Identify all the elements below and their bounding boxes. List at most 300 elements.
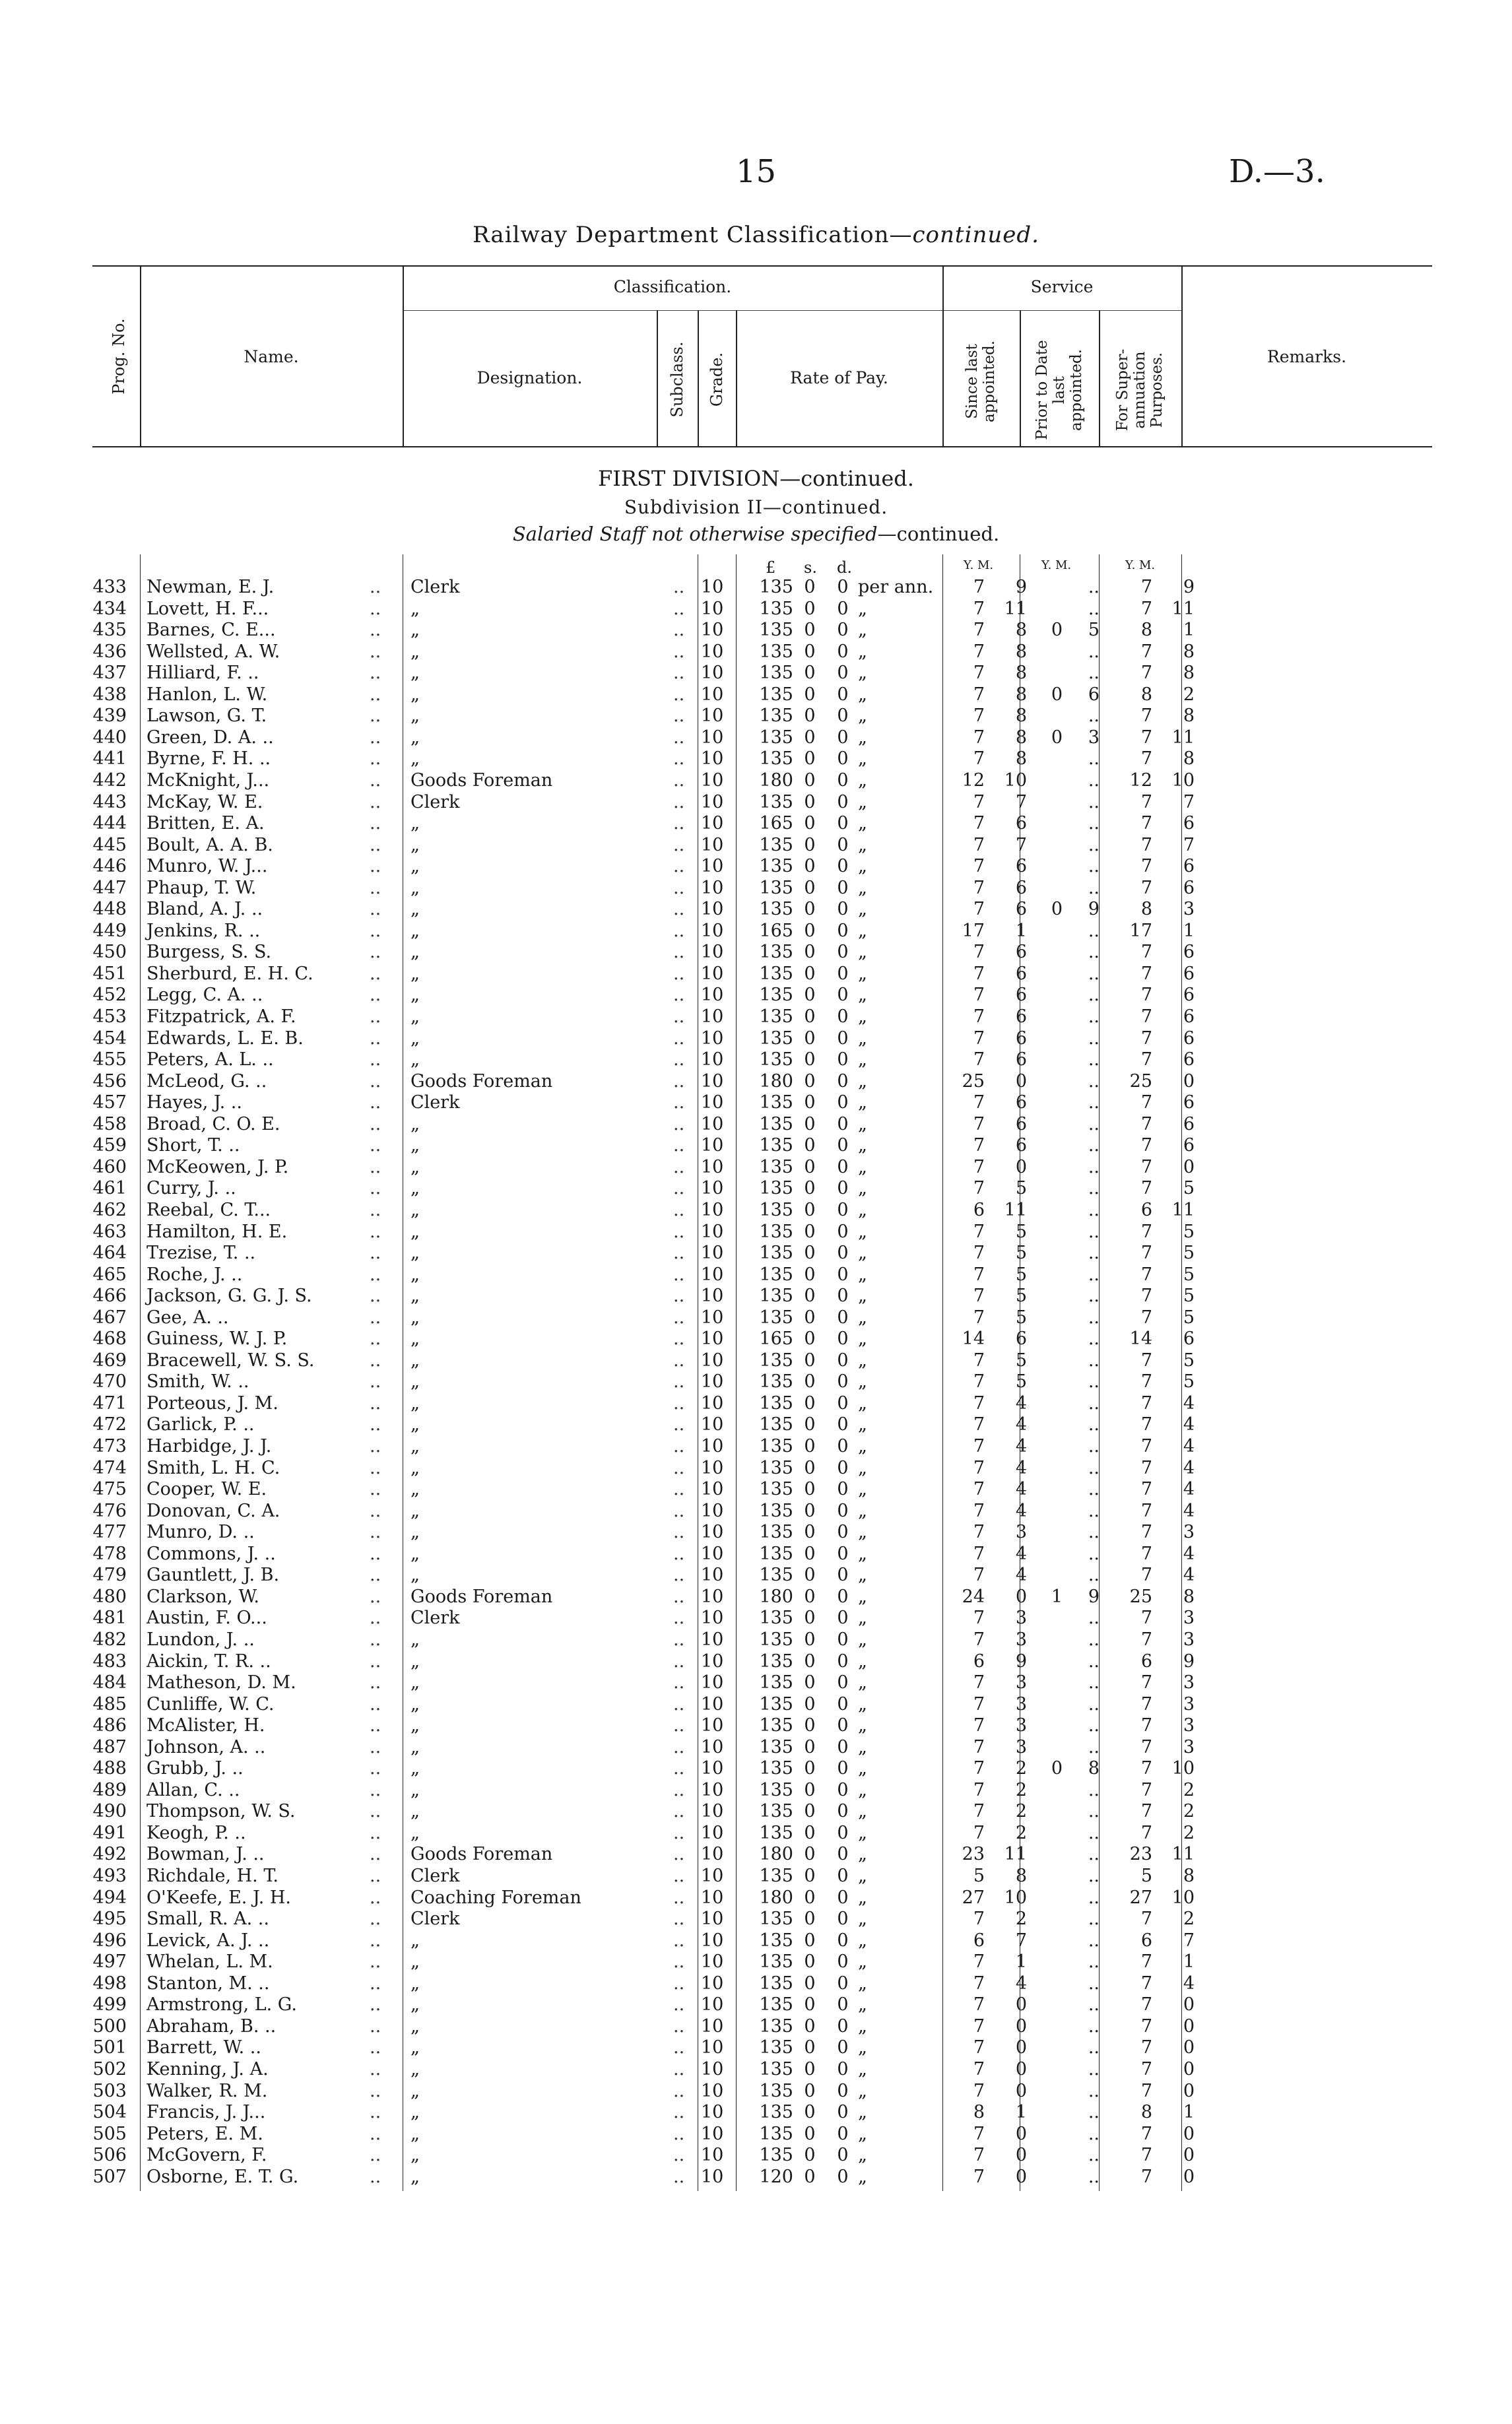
cell-sy: 7 bbox=[973, 1286, 985, 1307]
leader-dots: .. bbox=[370, 2166, 381, 2187]
cell-pm: .. bbox=[1088, 2145, 1100, 2166]
cell-desig: „ bbox=[411, 748, 420, 770]
cell-desig: Goods Foreman bbox=[411, 770, 553, 791]
cell-name: Edwards, L. E. B. bbox=[147, 1028, 304, 1049]
cell-sm: 8 bbox=[1015, 705, 1027, 727]
cell-fm: 7 bbox=[1183, 791, 1195, 812]
cell-pm: .. bbox=[1088, 1264, 1100, 1285]
cell-desig: „ bbox=[411, 1006, 420, 1027]
cell-fm: 6 bbox=[1183, 1328, 1195, 1350]
cell-desig: „ bbox=[411, 1156, 420, 1177]
cell-pay: 135 bbox=[759, 2102, 793, 2123]
table-row bbox=[0, 941, 1512, 963]
cell-s: 0 bbox=[804, 877, 816, 898]
cell-name: Barrett, W. .. bbox=[147, 2037, 261, 2058]
cell-grade: 10 bbox=[701, 856, 724, 877]
cell-fy: 7 bbox=[1140, 1801, 1152, 1822]
cell-sy: 7 bbox=[973, 1457, 985, 1478]
leader-dots: .. bbox=[673, 1178, 685, 1199]
cell-pay: 135 bbox=[759, 1973, 793, 1994]
cell-sy: 7 bbox=[973, 598, 985, 619]
table-row bbox=[0, 1070, 1512, 1092]
cell-per: „ bbox=[858, 1930, 867, 1951]
cell-name: Lundon, J. .. bbox=[147, 1629, 255, 1650]
cell-pm: .. bbox=[1088, 856, 1100, 877]
cell-fy: 7 bbox=[1140, 1092, 1152, 1113]
cell-name: Smith, W. .. bbox=[147, 1371, 249, 1392]
leader-dots: .. bbox=[370, 2037, 381, 2058]
cell-desig: „ bbox=[411, 2037, 420, 2058]
cell-fm: 9 bbox=[1183, 577, 1195, 597]
cell-s: 0 bbox=[804, 770, 816, 791]
cell-no: 497 bbox=[92, 1951, 127, 1973]
cell-desig: „ bbox=[411, 727, 420, 748]
table-row bbox=[0, 1092, 1512, 1113]
cell-per: „ bbox=[858, 1092, 867, 1113]
cell-desig: „ bbox=[411, 1779, 420, 1800]
cell-s: 0 bbox=[804, 813, 816, 834]
leader-dots: .. bbox=[673, 2037, 685, 2058]
cell-grade: 10 bbox=[701, 1049, 724, 1070]
cell-sm: 4 bbox=[1015, 1479, 1027, 1500]
leader-dots: .. bbox=[370, 1994, 381, 2015]
cell-desig: „ bbox=[411, 1350, 420, 1371]
cell-name: Gauntlett, J. B. bbox=[147, 1565, 280, 1586]
cell-fy: 8 bbox=[1140, 899, 1152, 920]
cell-per: „ bbox=[858, 2058, 867, 2080]
cell-per: „ bbox=[858, 748, 867, 770]
cell-grade: 10 bbox=[701, 1672, 724, 1693]
cell-per: „ bbox=[858, 1392, 867, 1414]
cell-name: Munro, W. J... bbox=[147, 856, 268, 877]
cell-grade: 10 bbox=[701, 1392, 724, 1414]
leader-dots: .. bbox=[673, 2080, 685, 2101]
cell-grade: 10 bbox=[701, 985, 724, 1006]
cell-name: Legg, C. A. .. bbox=[147, 985, 263, 1006]
cell-s: 0 bbox=[804, 1221, 816, 1242]
cell-fm: 11 bbox=[1171, 598, 1195, 619]
cell-d: 0 bbox=[837, 2102, 849, 2123]
cell-no: 478 bbox=[92, 1543, 127, 1564]
cell-s: 0 bbox=[804, 1156, 816, 1177]
cell-sy: 7 bbox=[973, 1629, 985, 1650]
cell-fy: 8 bbox=[1140, 620, 1152, 641]
cell-sm: 0 bbox=[1015, 2080, 1027, 2101]
leader-dots: .. bbox=[370, 1822, 381, 1843]
leader-dots: .. bbox=[673, 963, 685, 984]
cell-pm: .. bbox=[1088, 2166, 1100, 2187]
cell-pay: 135 bbox=[759, 1243, 793, 1264]
cell-sm: 4 bbox=[1015, 1973, 1027, 1994]
cell-pm: .. bbox=[1088, 1371, 1100, 1392]
cell-fy: 7 bbox=[1140, 1371, 1152, 1392]
cell-grade: 10 bbox=[701, 1608, 724, 1629]
cell-no: 471 bbox=[92, 1392, 127, 1414]
cell-pay: 135 bbox=[759, 684, 793, 705]
cell-sy: 7 bbox=[973, 1350, 985, 1371]
table-row bbox=[0, 1414, 1512, 1435]
cell-s: 0 bbox=[804, 985, 816, 1006]
cell-name: Lawson, G. T. bbox=[147, 705, 267, 727]
cell-name: Lovett, H. F... bbox=[147, 598, 269, 619]
cell-s: 0 bbox=[804, 1608, 816, 1629]
cell-name: Hilliard, F. .. bbox=[147, 663, 259, 684]
cell-pm: .. bbox=[1088, 1350, 1100, 1371]
leader-dots: .. bbox=[370, 1307, 381, 1328]
cell-per: „ bbox=[858, 1113, 867, 1134]
cell-fm: 10 bbox=[1171, 1758, 1195, 1779]
cell-pm: .. bbox=[1088, 1070, 1100, 1092]
cell-no: 451 bbox=[92, 963, 127, 984]
cell-sm: 6 bbox=[1015, 963, 1027, 984]
leader-dots: .. bbox=[673, 1070, 685, 1092]
leader-dots: .. bbox=[673, 1822, 685, 1843]
table-row bbox=[0, 1887, 1512, 1909]
cell-no: 450 bbox=[92, 942, 127, 963]
cell-fy: 7 bbox=[1140, 2015, 1152, 2037]
cell-d: 0 bbox=[837, 1822, 849, 1843]
cell-grade: 10 bbox=[701, 877, 724, 898]
cell-sy: 6 bbox=[973, 1930, 985, 1951]
cell-grade: 10 bbox=[701, 1930, 724, 1951]
leader-dots: .. bbox=[673, 2015, 685, 2037]
cell-d: 0 bbox=[837, 1608, 849, 1629]
cell-d: 0 bbox=[837, 1436, 849, 1457]
cell-sy: 7 bbox=[973, 1028, 985, 1049]
unit-ym-prior: Y. M. bbox=[1041, 558, 1072, 572]
subdivision-heading: Subdivision II—continued. bbox=[624, 496, 888, 518]
cell-no: 441 bbox=[92, 748, 127, 770]
leader-dots: .. bbox=[673, 1973, 685, 1994]
leader-dots: .. bbox=[370, 1586, 381, 1607]
cell-desig: „ bbox=[411, 2145, 420, 2166]
cell-pm: 9 bbox=[1088, 1586, 1100, 1607]
cell-pay: 135 bbox=[759, 1221, 793, 1242]
cell-pm: .. bbox=[1088, 663, 1100, 684]
table-row bbox=[0, 1478, 1512, 1500]
leader-dots: .. bbox=[370, 1973, 381, 1994]
cell-fm: 3 bbox=[1183, 899, 1195, 920]
cell-no: 461 bbox=[92, 1178, 127, 1199]
cell-sm: 7 bbox=[1015, 1930, 1027, 1951]
cell-no: 435 bbox=[92, 620, 127, 641]
cell-sm: 6 bbox=[1015, 1135, 1027, 1156]
cell-sm: 2 bbox=[1015, 1822, 1027, 1843]
cell-name: McLeod, G. .. bbox=[147, 1070, 267, 1092]
cell-sm: 1 bbox=[1015, 920, 1027, 941]
cell-s: 0 bbox=[804, 1092, 816, 1113]
cell-fy: 7 bbox=[1140, 1243, 1152, 1264]
cell-fy: 7 bbox=[1140, 1736, 1152, 1757]
cell-grade: 10 bbox=[701, 1457, 724, 1478]
cell-fy: 7 bbox=[1140, 1006, 1152, 1027]
cell-fy: 7 bbox=[1140, 1951, 1152, 1973]
table-row bbox=[0, 619, 1512, 641]
cell-per: „ bbox=[858, 1758, 867, 1779]
leader-dots: .. bbox=[673, 1264, 685, 1285]
cell-grade: 10 bbox=[701, 770, 724, 791]
cell-no: 490 bbox=[92, 1801, 127, 1822]
cell-per: „ bbox=[858, 1801, 867, 1822]
cell-sm: 4 bbox=[1015, 1414, 1027, 1435]
cell-fm: 4 bbox=[1183, 1543, 1195, 1564]
cell-desig: „ bbox=[411, 1221, 420, 1242]
cell-fm: 5 bbox=[1183, 1221, 1195, 1242]
cell-sm: 4 bbox=[1015, 1500, 1027, 1521]
cell-fy: 7 bbox=[1140, 1392, 1152, 1414]
cell-per: „ bbox=[858, 877, 867, 898]
cell-s: 0 bbox=[804, 1135, 816, 1156]
cell-fm: 5 bbox=[1183, 1286, 1195, 1307]
cell-pay: 135 bbox=[759, 1629, 793, 1650]
table-row bbox=[0, 1242, 1512, 1264]
leader-dots: .. bbox=[673, 813, 685, 834]
cell-fm: 6 bbox=[1183, 1028, 1195, 1049]
leader-dots: .. bbox=[370, 598, 381, 619]
cell-d: 0 bbox=[837, 1801, 849, 1822]
leader-dots: .. bbox=[370, 1328, 381, 1350]
cell-fy: 7 bbox=[1140, 748, 1152, 770]
cell-sy: 7 bbox=[973, 1414, 985, 1435]
cell-fy: 12 bbox=[1129, 770, 1152, 791]
cell-fy: 7 bbox=[1140, 1994, 1152, 2015]
cell-s: 0 bbox=[804, 2102, 816, 2123]
cell-pay: 135 bbox=[759, 2123, 793, 2144]
cell-pm: .. bbox=[1088, 1801, 1100, 1822]
header-service: Service bbox=[1030, 277, 1094, 296]
cell-name: Jenkins, R. .. bbox=[147, 920, 261, 941]
table-row bbox=[0, 984, 1512, 1006]
table-row bbox=[0, 684, 1512, 705]
cell-sy: 7 bbox=[973, 577, 985, 597]
cell-no: 468 bbox=[92, 1328, 127, 1350]
cell-fm: 10 bbox=[1171, 770, 1195, 791]
cell-grade: 10 bbox=[701, 1951, 724, 1973]
cell-name: Burgess, S. S. bbox=[147, 942, 272, 963]
cell-d: 0 bbox=[837, 1500, 849, 1521]
cell-sy: 7 bbox=[973, 1049, 985, 1070]
cell-no: 457 bbox=[92, 1092, 127, 1113]
cell-per: „ bbox=[858, 1715, 867, 1736]
leader-dots: .. bbox=[673, 641, 685, 662]
cell-d: 0 bbox=[837, 1135, 849, 1156]
cell-pay: 135 bbox=[759, 942, 793, 963]
leader-dots: .. bbox=[673, 1994, 685, 2015]
leader-dots: .. bbox=[370, 942, 381, 963]
cell-name: Stanton, M. .. bbox=[147, 1973, 270, 1994]
cell-desig: „ bbox=[411, 598, 420, 619]
cell-name: Hamilton, H. E. bbox=[147, 1221, 288, 1242]
table-row bbox=[0, 1500, 1512, 1522]
table-row bbox=[0, 2144, 1512, 2166]
cell-pm: .. bbox=[1088, 1307, 1100, 1328]
table-row bbox=[0, 1264, 1512, 1286]
leader-dots: .. bbox=[673, 1500, 685, 1521]
cell-name: Porteous, J. M. bbox=[147, 1392, 279, 1414]
leader-dots: .. bbox=[370, 985, 381, 1006]
cell-grade: 10 bbox=[701, 2123, 724, 2144]
cell-fy: 7 bbox=[1140, 942, 1152, 963]
cell-py: 0 bbox=[1051, 684, 1063, 705]
cell-no: 494 bbox=[92, 1887, 127, 1908]
cell-name: Bowman, J. .. bbox=[147, 1844, 265, 1865]
unit-shillings: s. bbox=[804, 558, 817, 577]
table-row bbox=[0, 1629, 1512, 1651]
cell-sy: 7 bbox=[973, 1221, 985, 1242]
cell-fy: 8 bbox=[1140, 684, 1152, 705]
leader-dots: .. bbox=[673, 2166, 685, 2187]
leader-dots: .. bbox=[673, 1414, 685, 1435]
leader-dots: .. bbox=[673, 1866, 685, 1886]
cell-per: „ bbox=[858, 641, 867, 662]
cell-no: 503 bbox=[92, 2080, 127, 2101]
table-row bbox=[0, 1307, 1512, 1328]
cell-s: 0 bbox=[804, 791, 816, 812]
cell-name: Levick, A. J. .. bbox=[147, 1930, 270, 1951]
cell-s: 0 bbox=[804, 1479, 816, 1500]
cell-fy: 7 bbox=[1140, 2123, 1152, 2144]
cell-per: per ann. bbox=[858, 577, 934, 597]
leader-dots: .. bbox=[673, 1586, 685, 1607]
cell-fm: 1 bbox=[1183, 1951, 1195, 1973]
cell-sy: 7 bbox=[973, 1500, 985, 1521]
cell-name: Keogh, P. .. bbox=[147, 1822, 246, 1843]
cell-grade: 10 bbox=[701, 1414, 724, 1435]
leader-dots: .. bbox=[370, 770, 381, 791]
cell-grade: 10 bbox=[701, 791, 724, 812]
table-row bbox=[0, 1564, 1512, 1586]
cell-s: 0 bbox=[804, 1866, 816, 1886]
cell-s: 0 bbox=[804, 2058, 816, 2080]
cell-sy: 7 bbox=[973, 1565, 985, 1586]
header-designation: Designation. bbox=[477, 368, 583, 387]
cell-grade: 10 bbox=[701, 620, 724, 641]
cell-per: „ bbox=[858, 1973, 867, 1994]
cell-pm: .. bbox=[1088, 1006, 1100, 1027]
header-subclass: Subclass. bbox=[668, 341, 686, 418]
cell-fy: 7 bbox=[1140, 1156, 1152, 1177]
cell-no: 487 bbox=[92, 1736, 127, 1757]
cell-desig: Clerk bbox=[411, 791, 460, 812]
cell-sm: 2 bbox=[1015, 1779, 1027, 1800]
header-divider bbox=[1099, 310, 1100, 446]
cell-fy: 7 bbox=[1140, 1457, 1152, 1478]
table-row bbox=[0, 598, 1512, 620]
cell-pay: 135 bbox=[759, 1199, 793, 1220]
cell-per: „ bbox=[858, 770, 867, 791]
cell-s: 0 bbox=[804, 1973, 816, 1994]
cell-sm: 1 bbox=[1015, 1951, 1027, 1973]
cell-fy: 7 bbox=[1140, 1973, 1152, 1994]
cell-sy: 7 bbox=[973, 1156, 985, 1177]
cell-no: 502 bbox=[92, 2058, 127, 2080]
cell-fy: 17 bbox=[1129, 920, 1152, 941]
cell-no: 455 bbox=[92, 1049, 127, 1070]
cell-desig: „ bbox=[411, 877, 420, 898]
cell-d: 0 bbox=[837, 1909, 849, 1930]
cell-sm: 0 bbox=[1015, 1156, 1027, 1177]
cell-pm: .. bbox=[1088, 1028, 1100, 1049]
cell-grade: 10 bbox=[701, 1286, 724, 1307]
table-row bbox=[0, 2123, 1512, 2145]
cell-grade: 10 bbox=[701, 1909, 724, 1930]
cell-sm: 5 bbox=[1015, 1178, 1027, 1199]
cell-no: 448 bbox=[92, 899, 127, 920]
cell-pm: .. bbox=[1088, 1221, 1100, 1242]
cell-grade: 10 bbox=[701, 2145, 724, 2166]
cell-name: Wellsted, A. W. bbox=[147, 641, 280, 662]
cell-per: „ bbox=[858, 1436, 867, 1457]
cell-grade: 10 bbox=[701, 1994, 724, 2015]
table-row bbox=[0, 727, 1512, 748]
leader-dots: .. bbox=[370, 2102, 381, 2123]
cell-fy: 7 bbox=[1140, 1350, 1152, 1371]
cell-fm: 5 bbox=[1183, 1178, 1195, 1199]
leader-dots: .. bbox=[673, 1350, 685, 1371]
cell-s: 0 bbox=[804, 705, 816, 727]
cell-sy: 7 bbox=[973, 963, 985, 984]
cell-fm: 0 bbox=[1183, 2166, 1195, 2187]
leader-dots: .. bbox=[673, 2058, 685, 2080]
cell-no: 475 bbox=[92, 1479, 127, 1500]
cell-pm: .. bbox=[1088, 1457, 1100, 1478]
cell-fy: 7 bbox=[1140, 1028, 1152, 1049]
cell-fy: 7 bbox=[1140, 2037, 1152, 2058]
cell-desig: „ bbox=[411, 1951, 420, 1973]
cell-pay: 135 bbox=[759, 2015, 793, 2037]
cell-grade: 10 bbox=[701, 899, 724, 920]
cell-fm: 5 bbox=[1183, 1243, 1195, 1264]
cell-pay: 135 bbox=[759, 1286, 793, 1307]
leader-dots: .. bbox=[673, 791, 685, 812]
header-bottom-rule bbox=[92, 446, 1432, 447]
cell-no: 452 bbox=[92, 985, 127, 1006]
cell-per: „ bbox=[858, 1199, 867, 1220]
cell-desig: „ bbox=[411, 1801, 420, 1822]
cell-sy: 7 bbox=[973, 1436, 985, 1457]
cell-s: 0 bbox=[804, 899, 816, 920]
cell-no: 507 bbox=[92, 2166, 127, 2187]
cell-fy: 7 bbox=[1140, 1264, 1152, 1285]
cell-pay: 135 bbox=[759, 834, 793, 855]
cell-sm: 6 bbox=[1015, 1028, 1027, 1049]
cell-sy: 7 bbox=[973, 1801, 985, 1822]
cell-per: „ bbox=[858, 791, 867, 812]
cell-name: Clarkson, W. bbox=[147, 1586, 259, 1607]
cell-name: Curry, J. .. bbox=[147, 1178, 236, 1199]
cell-sy: 7 bbox=[973, 1479, 985, 1500]
cell-fm: 6 bbox=[1183, 813, 1195, 834]
cell-d: 0 bbox=[837, 791, 849, 812]
cell-no: 446 bbox=[92, 856, 127, 877]
cell-desig: „ bbox=[411, 1028, 420, 1049]
cell-no: 464 bbox=[92, 1243, 127, 1264]
cell-d: 0 bbox=[837, 1844, 849, 1865]
header-since-last-appointed: Since last appointed. bbox=[964, 340, 998, 423]
cell-desig: „ bbox=[411, 1328, 420, 1350]
cell-fm: 3 bbox=[1183, 1522, 1195, 1543]
cell-sy: 7 bbox=[973, 1264, 985, 1285]
cell-d: 0 bbox=[837, 1629, 849, 1650]
cell-per: „ bbox=[858, 1028, 867, 1049]
header-top-rule bbox=[92, 265, 1432, 267]
table-row bbox=[0, 1908, 1512, 1930]
cell-pm: .. bbox=[1088, 1930, 1100, 1951]
cell-per: „ bbox=[858, 1500, 867, 1521]
cell-no: 495 bbox=[92, 1909, 127, 1930]
table-row bbox=[0, 920, 1512, 942]
cell-no: 488 bbox=[92, 1758, 127, 1779]
